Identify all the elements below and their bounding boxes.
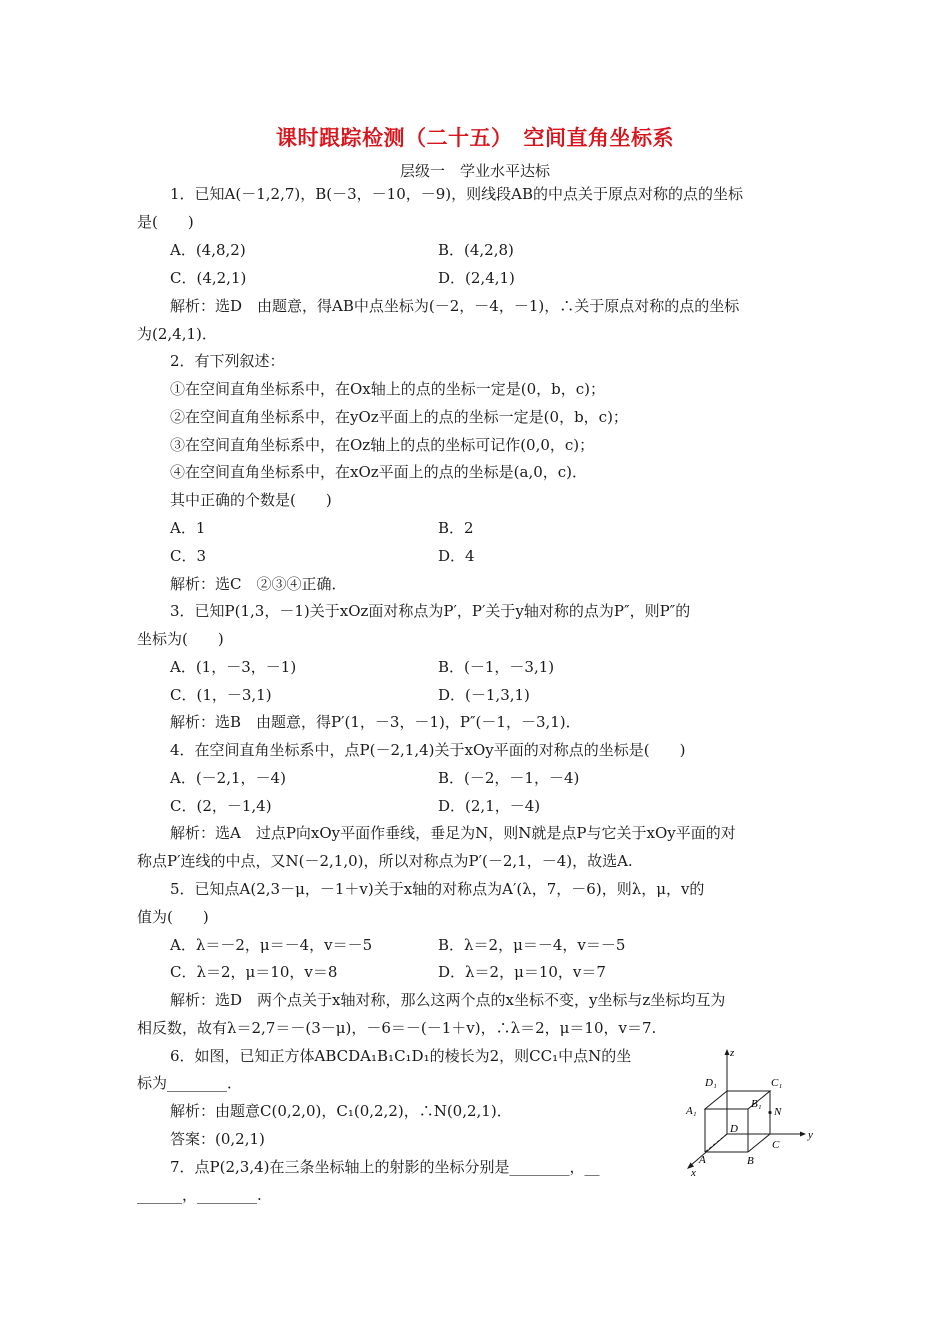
q6-line-2: 标为________． <box>137 1074 243 1092</box>
q2-solution: 解析：选C ②③④正确． <box>170 575 347 593</box>
q5-option-d: D．λ＝2，μ＝10，v＝7 <box>438 963 606 981</box>
label-a1: A₁ <box>686 1105 697 1117</box>
label-d: D <box>730 1123 738 1135</box>
q2-option-a: A．1 <box>170 519 206 537</box>
q1-option-c: C．(4,2,1) <box>170 269 247 287</box>
q4-option-d: D．(2,1，－4) <box>438 797 541 815</box>
q3-option-b: B．(－1，－3,1) <box>438 658 555 676</box>
q6-solution: 解析：由题意C(0,2,0)，C₁(0,2,2)，∴N(0,2,1)． <box>170 1102 512 1120</box>
label-a: A <box>699 1154 706 1166</box>
q5-solution-2: 相反数，故有λ＝2,7＝－(3－μ)，－6＝－(－1＋v)，∴λ＝2，μ＝10，v＝7. <box>137 1019 657 1037</box>
section-subtitle: 层级一 学业水平达标 <box>399 162 550 180</box>
q1-option-d: D．(2,4,1) <box>438 269 515 287</box>
q1-option-b: B．(4,2,8) <box>438 241 514 259</box>
q4-solution-1: 解析：选A 过点P向xOy平面作垂线，垂足为N，则N就是点P与它关于xOy平面的对 <box>170 824 736 842</box>
label-b1: B₁ <box>751 1098 762 1110</box>
q3-line-1: 3．已知P(1,3，－1)关于xOz面对称点为P′，P′关于y轴对称的点为P″，则P″的 <box>170 602 691 620</box>
cube-coordinate-figure <box>678 1048 818 1178</box>
q2-statement-4: ④在空间直角坐标系中，在xOz平面上的点的坐标是(a,0，c)． <box>170 463 588 481</box>
label-c: C <box>772 1139 780 1151</box>
q3-solution: 解析：选B 由题意，得P′(1，－3，－1)，P″(－1，－3,1)． <box>170 713 581 731</box>
q7-line-2: ______，________. <box>137 1186 262 1204</box>
q3-option-c: C．(1，－3,1) <box>170 686 272 704</box>
q4-option-a: A．(－2,1，－4) <box>170 769 286 787</box>
label-y: y <box>808 1129 813 1141</box>
q3-option-d: D．(－1,3,1) <box>438 686 530 704</box>
q5-line-2: 值为( ) <box>137 908 209 926</box>
q2-statement-3: ③在空间直角坐标系中，在Oz轴上的点的坐标可记作(0,0，c)； <box>170 436 595 454</box>
label-d1: D₁ <box>705 1077 717 1089</box>
q2-option-b: B．2 <box>438 519 474 537</box>
label-b: B <box>747 1155 754 1167</box>
q6-answer: 答案：(0,2,1) <box>170 1130 265 1148</box>
q2-statement-2: ②在空间直角坐标系中，在yOz平面上的点的坐标一定是(0，b，c)； <box>170 408 628 426</box>
q5-option-c: C．λ＝2，μ＝10，v＝8 <box>170 963 338 981</box>
q7-line-1: 7．点P(2,3,4)在三条坐标轴上的射影的坐标分别是________，__ <box>170 1158 600 1176</box>
label-n: N <box>774 1106 782 1118</box>
label-c1: C₁ <box>771 1077 783 1089</box>
q5-solution-1: 解析：选D 两个点关于x轴对称，那么这两个点的x坐标不变，y坐标与z坐标均互为 <box>170 991 726 1009</box>
z-axis-arrow <box>725 1049 730 1055</box>
cube-edge-bc <box>748 1134 770 1152</box>
q4-option-b: B．(－2，－1，－4) <box>438 769 580 787</box>
q3-line-2: 坐标为( ) <box>137 630 224 648</box>
q5-option-a: A．λ＝－2，μ＝－4，v＝－5 <box>170 936 373 954</box>
q2-option-d: D．4 <box>438 547 475 565</box>
q3-option-a: A．(1，－3，－1) <box>170 658 297 676</box>
q2-statement-1: ①在空间直角坐标系中，在Ox轴上的点的坐标一定是(0，b，c)； <box>170 380 606 398</box>
q1-option-a: A．(4,8,2) <box>170 241 246 259</box>
q4-solution-2: 称点P′连线的中点，又N(－2,1,0)，所以对称点为P′(－2,1，－4)，故选A. <box>137 852 633 870</box>
q1-solution-1: 解析：选D 由题意，得AB中点坐标为(－2，－4，－1)，∴关于原点对称的点的坐标 <box>170 297 740 315</box>
q5-line-1: 5．已知点A(2,3－μ，－1＋v)关于x轴的对称点为A′(λ，7，－6)，则λ，μ，v的 <box>170 880 705 898</box>
q4-option-c: C．(2，－1,4) <box>170 797 272 815</box>
q4-line-1: 4．在空间直角坐标系中，点P(－2,1,4)关于xOy平面的对称点的坐标是( ) <box>170 741 686 759</box>
label-z: z <box>730 1048 735 1059</box>
q1-solution-2: 为(2,4,1)． <box>137 325 217 343</box>
q2-line-1: 2．有下列叙述： <box>170 352 285 370</box>
q1-line-2: 是( ) <box>137 213 194 231</box>
label-x: x <box>691 1167 696 1178</box>
q1-line-1: 1．已知A(－1,2,7)，B(－3，－10，－9)，则线段AB的中点关于原点对称的点的坐标 <box>170 185 744 203</box>
q2-question: 其中正确的个数是( ) <box>170 491 332 509</box>
q6-line-1: 6．如图，已知正方体ABCDA₁B₁C₁D₁的棱长为2，则CC₁中点N的坐 <box>170 1047 632 1065</box>
point-n-dot <box>768 1111 771 1114</box>
q2-option-c: C．3 <box>170 547 207 565</box>
page-title: 课时跟踪检测（二十五） 空间直角坐标系 <box>276 126 674 150</box>
y-axis-arrow <box>800 1132 806 1137</box>
q5-option-b: B．λ＝2，μ＝－4，v＝－5 <box>438 936 626 954</box>
